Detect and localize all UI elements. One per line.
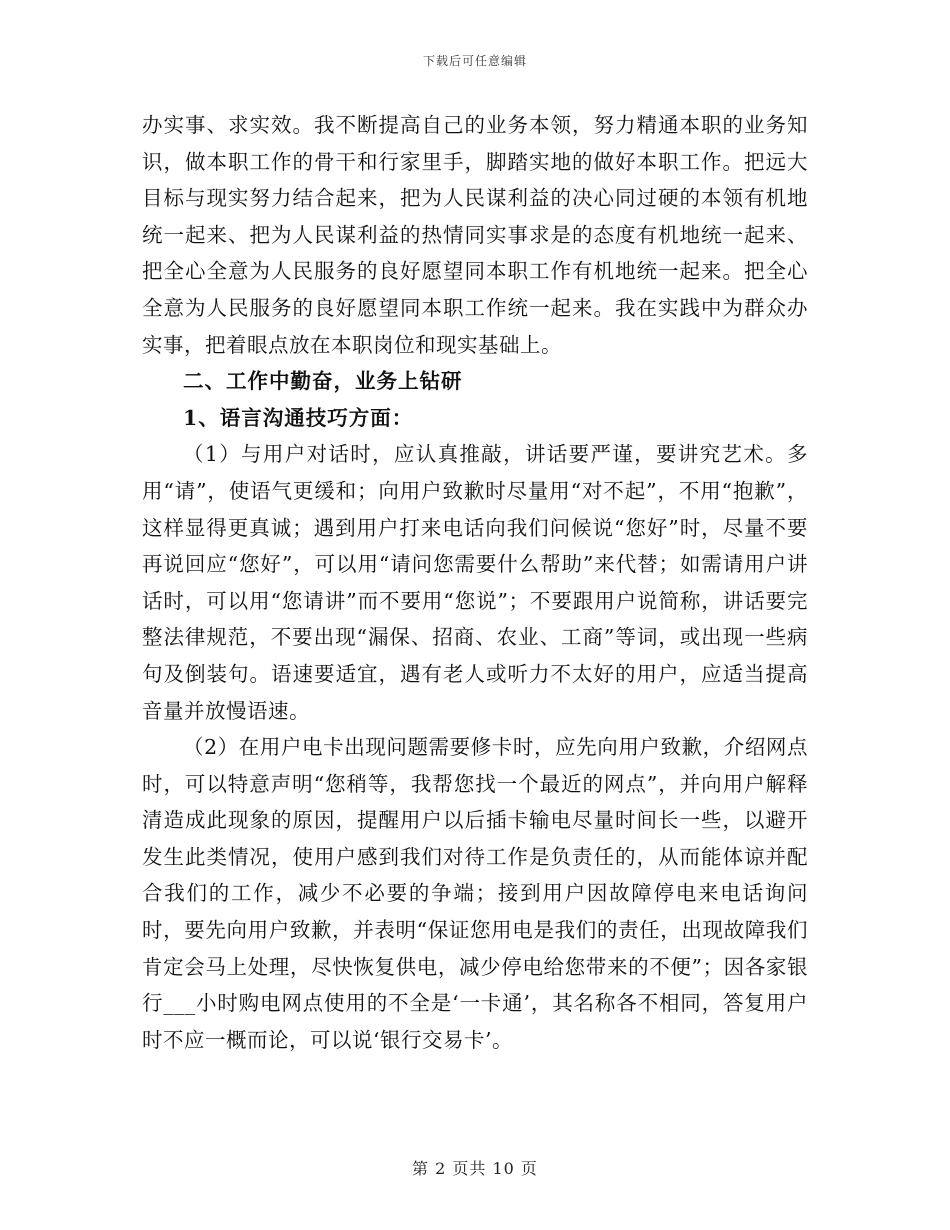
document-body	[142, 107, 808, 1058]
paragraph-2: （1）与用户对话时，应认真推敲，讲话要严谨，要讲究艺术。多用“请”，使语气更缓和；向用户致歉时尽量用“对不起”，不用“抱歉”，这样显得更真诚；遇到用户打来电话向我们问候说“您好”时，尽量不要再说回应“您好”，可以用“请问您需要什么帮助”来代替；如需请用户讲话时，可以用“您请讲”而不要用“您说”；不要跟用户说简称，讲话要完整法律规范，不要出现“漏保、招商、农业、工商”等词，或出现一些病句及倒装句。语速要适宜，遇有老人或听力不太好的用户，应适当提高音量并放慢语速。	[142, 442, 808, 723]
section-heading: 二、工作中勤奋，业务上钻研	[183, 369, 463, 394]
page-number: 第 2 页共 10 页	[412, 1159, 538, 1178]
paragraph-1: 办实事、求实效。我不断提高自己的业务本领，努力精通本职的业务知识，做本职工作的骨干和行家里手，脚踏实地的做好本职工作。把远大目标与现实努力结合起来，把为人民谋利益的决心同过硬的本领有机地统一起来、把为人民谋利益的热情同实事求是的态度有机地统一起来、把全心全意为人民服务的良好愿望同本职工作有机地统一起来。把全心全意为人民服务的良好愿望同本职工作统一起来。我在实践中为群众办实事，把着眼点放在本职岗位和现实基础上。	[142, 113, 808, 357]
paragraph-3: （2）在用户电卡出现问题需要修卡时，应先向用户致歉，介绍网点时，可以特意声明“您稍等，我帮您找一个最近的网点”，并向用户解释清造成此现象的原因，提醒用户以后插卡输电尽量时间长一些，以避开发生此类情况，使用户感到我们对待工作是负责任的，从而能体谅并配合我们的工作，减少不必要的争端；接到用户因故障停电来电话询问时，要先向用户致歉，并表明“保证您用电是我们的责任，出现故障我们肯定会马上处理，尽快恢复供电，减少停电给您带来的不便”；因各家银行___小时购电网点使用的不全是‘一卡通’，其名称各不相同，答复用户时不应一概而论，可以说‘银行交易卡’。	[142, 735, 808, 1052]
subsection-heading: 1、语言沟通技巧方面：	[183, 405, 414, 430]
header-note: 下载后可任意编辑	[422, 54, 527, 68]
